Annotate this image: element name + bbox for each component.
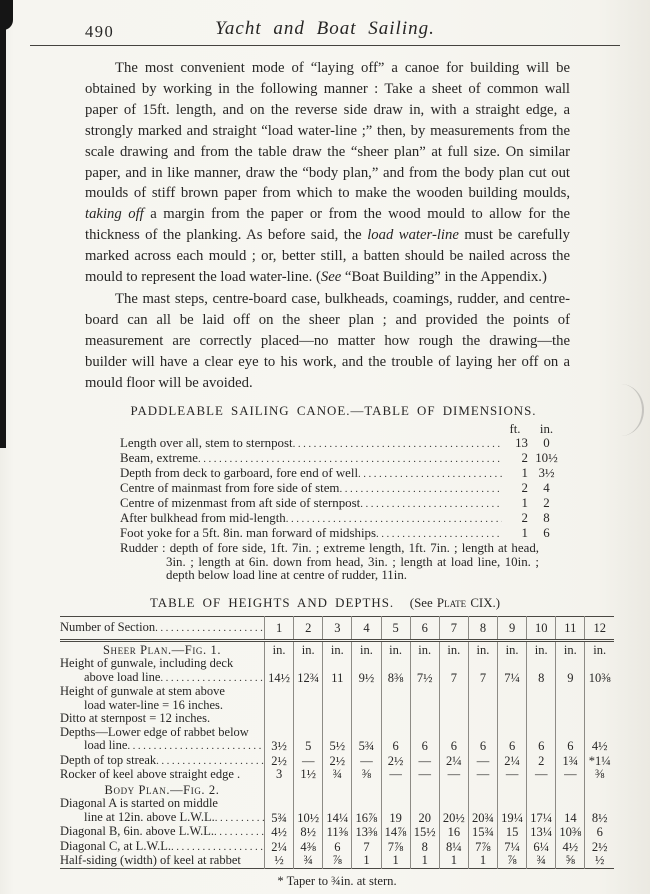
cell-value: 14½ <box>265 657 294 685</box>
cell-value <box>265 782 294 798</box>
cell-value: 4½ <box>585 726 614 754</box>
cell-value: in. <box>352 640 381 657</box>
cell-value: ⅜ <box>352 768 381 782</box>
cell-value: 2½ <box>323 754 352 769</box>
note-suffix: CIX.) <box>466 596 501 611</box>
cell-value <box>556 712 585 726</box>
row-label-line <box>60 657 264 671</box>
section-number-cell: 1 <box>265 617 294 641</box>
table-row <box>60 685 614 712</box>
row-label-line <box>60 854 264 868</box>
text-run: a margin from the paper or from the wood mould to allow for the thickness of the planking. As before said, the <box>85 206 571 244</box>
cell-value: ⅜ <box>585 768 614 782</box>
dimension-row <box>120 437 565 452</box>
cell-value: 14¼ <box>323 797 352 825</box>
cell-value: ¾ <box>323 768 352 782</box>
cell-value: 12¾ <box>294 657 323 685</box>
cell-value <box>381 712 410 726</box>
cell-value: 15½ <box>410 825 439 840</box>
cell-value: in. <box>468 640 497 657</box>
table-row <box>60 640 614 657</box>
cell-value: 19 <box>381 797 410 825</box>
table-row <box>60 854 614 868</box>
heights-table <box>60 616 614 869</box>
heights-table-body <box>60 617 614 869</box>
cell-value <box>352 685 381 712</box>
dim-in-value: 4 <box>543 481 550 496</box>
cell-value: 14⅞ <box>381 825 410 840</box>
cell-value: 7 <box>468 657 497 685</box>
row-label-text: Depths—Lower edge of rabbet below <box>60 724 249 739</box>
cell-value: in. <box>265 640 294 657</box>
heights-title-text: TABLE OF HEIGHTS AND DEPTHS. <box>149 596 395 611</box>
text-run: must be carefully marked across each mould ; or, better still, a batten should be nailed across the mould to represent the load water-line. ( <box>85 227 570 286</box>
dimension-row <box>120 512 565 527</box>
cell-value: 4⅜ <box>294 840 323 855</box>
cell-value <box>294 782 323 798</box>
cell-value: — <box>410 768 439 782</box>
row-label-cell <box>60 726 265 754</box>
table-row <box>60 782 614 798</box>
cell-value: ⅞ <box>323 854 352 868</box>
dot-leader <box>376 527 502 542</box>
dim-ft-value: 1 <box>521 466 528 481</box>
cell-value: 8½ <box>294 825 323 840</box>
ft-column-header: ft. <box>509 422 521 437</box>
table-row <box>60 768 614 782</box>
cell-value <box>468 685 497 712</box>
cell-value: ½ <box>585 854 614 868</box>
scan-corner-artifact <box>0 0 13 30</box>
cell-value: — <box>439 768 468 782</box>
row-label-line <box>60 699 264 713</box>
dot-leader <box>286 512 502 527</box>
dim-ft-value: 2 <box>521 451 528 466</box>
dim-ft-value: 2 <box>521 510 528 525</box>
cell-value: 11⅜ <box>323 825 352 840</box>
section-number-cell: 10 <box>527 617 556 641</box>
cell-value: 5 <box>294 726 323 754</box>
dimension-row <box>120 467 565 482</box>
table-row <box>60 726 614 754</box>
cell-value: ⅝ <box>556 854 585 868</box>
row-label-cell <box>60 657 265 685</box>
cell-value: 15 <box>498 825 527 840</box>
heights-title-note <box>401 596 500 610</box>
cell-value <box>556 782 585 798</box>
row-label-cell <box>60 782 265 798</box>
cell-value: 6 <box>439 726 468 754</box>
italic-phrase: See <box>320 269 342 286</box>
cell-value: 6 <box>381 726 410 754</box>
cell-value: in. <box>294 640 323 657</box>
cell-value: 14 <box>556 797 585 825</box>
cell-value <box>381 685 410 712</box>
table-row <box>60 825 614 840</box>
header-label <box>60 621 264 636</box>
row-label-text: line at 12in. above L.W.L. <box>84 809 215 824</box>
row-label-text: Diagonal C, at L.W.L. <box>60 838 171 853</box>
dim-in-value: 0 <box>543 436 550 451</box>
cell-value: 7¼ <box>498 840 527 855</box>
cell-value: 15¾ <box>468 825 497 840</box>
cell-value: — <box>527 768 556 782</box>
cell-value <box>410 712 439 726</box>
row-label-line <box>60 825 264 840</box>
cell-value: 20½ <box>439 797 468 825</box>
dot-leader <box>360 497 502 512</box>
dot-leader <box>171 840 264 855</box>
row-label-cell <box>60 797 265 825</box>
cell-value <box>352 782 381 798</box>
cell-value: 7⅞ <box>468 840 497 855</box>
cell-value: — <box>410 754 439 769</box>
cell-value: 16⅞ <box>352 797 381 825</box>
cell-value: 2½ <box>381 754 410 769</box>
cell-value: ½ <box>265 854 294 868</box>
cell-value: 16 <box>439 825 468 840</box>
row-label-text: Height of gunwale, including deck <box>60 656 234 671</box>
dim-ft-value: 13 <box>515 436 528 451</box>
section-number-cell: 6 <box>410 617 439 641</box>
cell-value: 13⅜ <box>352 825 381 840</box>
dimensions-title: PADDLEABLE SAILING CANOE.—TABLE OF DIMENSIONS. <box>130 403 537 418</box>
section-number-cell: 12 <box>585 617 614 641</box>
row-label-text: Diagonal B, 6in. above L.W.L. <box>60 824 215 839</box>
cell-value: 2 <box>527 754 556 769</box>
row-label-text: Depth of top streak <box>60 752 157 767</box>
row-label-cell <box>60 685 265 712</box>
dim-label: After bulkhead from mid-length <box>120 510 286 525</box>
cell-value <box>410 782 439 798</box>
dot-leader <box>198 452 502 467</box>
cell-value: 9½ <box>352 657 381 685</box>
section-number-cell: 3 <box>323 617 352 641</box>
cell-value: — <box>468 768 497 782</box>
row-label-text: load water-line = 16 inches. <box>84 697 224 712</box>
cell-value: 8¼ <box>439 840 468 855</box>
section-number-cell: 4 <box>352 617 381 641</box>
body-text <box>85 58 570 394</box>
dim-in-value: 10½ <box>535 451 558 466</box>
cell-value: 6 <box>556 726 585 754</box>
rudder-note: Rudder : depth of fore side, 1ft. 7in. ; extreme length, 1ft. 7in. ; length at head, 3in. ; length at 6in. down from head, 3in. ; length at load line, 10in. ; depth below load line at centre of rudder, 11in. <box>120 540 539 583</box>
row-label-line <box>60 726 264 740</box>
cell-value: 3 <box>265 768 294 782</box>
text-run: The most convenient mode of “laying off” a canoe for building will be obtained by working in the following manner : Take a sheet of common wall paper of 15ft. length, and on the reverse side draw in, with a straight edge, a strongly marked and straight “load water-line ;” then, by measurements from the scale drawing and from the table draw the “sheer plan” at full size. On similar paper, and in like manner, draw the “body plan,” and from the body plan cut out moulds of stiff brown paper from which to make the wooden building moulds, <box>85 60 570 202</box>
dim-in-value: 2 <box>543 495 550 510</box>
cell-value: 6 <box>585 825 614 840</box>
cell-value: 6¼ <box>527 840 556 855</box>
cell-value: 2½ <box>585 840 614 855</box>
cell-value: 8 <box>527 657 556 685</box>
running-title: Yacht and Boat Sailing. <box>215 18 435 39</box>
dot-leader <box>215 811 264 826</box>
cell-value: 6 <box>410 726 439 754</box>
dot-leader <box>156 754 264 769</box>
cell-value: 2¼ <box>439 754 468 769</box>
cell-value: 1½ <box>294 768 323 782</box>
cell-value: *1¼ <box>585 754 614 769</box>
row-label-text: Half-siding (width) of keel at rabbet <box>60 853 241 868</box>
cell-value <box>323 685 352 712</box>
text-run: “Boat Building” in the Appendix.) <box>341 269 547 286</box>
dim-in-value: 3½ <box>538 466 555 481</box>
row-label-line <box>60 739 264 754</box>
cell-value <box>468 712 497 726</box>
dim-ft-value: 2 <box>521 481 528 496</box>
italic-phrase: taking off <box>85 206 144 223</box>
note-prefix: (See <box>409 596 437 611</box>
dimensions-rows <box>120 437 565 541</box>
section-number-cell: 2 <box>294 617 323 641</box>
cell-value: — <box>381 768 410 782</box>
section-number-cell: 11 <box>556 617 585 641</box>
table-row <box>60 797 614 825</box>
cell-value <box>585 782 614 798</box>
cell-value: 20¾ <box>468 797 497 825</box>
cell-value: ⅞ <box>498 854 527 868</box>
cell-value: 8½ <box>585 797 614 825</box>
cell-value: 13¼ <box>527 825 556 840</box>
cell-value: 1 <box>410 854 439 868</box>
cell-value: 17¼ <box>527 797 556 825</box>
cell-value <box>265 685 294 712</box>
cell-value <box>439 685 468 712</box>
row-label-text: Rocker of keel above straight edge . <box>60 767 241 782</box>
row-label-text: Diagonal A is started on middle <box>60 796 218 811</box>
row-label-text: above load line <box>84 669 161 684</box>
cell-value <box>265 712 294 726</box>
cell-value: in. <box>439 640 468 657</box>
heights-title <box>0 596 650 611</box>
cell-value: 2¼ <box>265 840 294 855</box>
cell-value <box>381 782 410 798</box>
row-label-cell <box>60 825 265 840</box>
row-label-line <box>60 811 264 826</box>
row-label-cell <box>60 854 265 868</box>
note-plate: Plate <box>436 596 467 611</box>
cell-value: 2¼ <box>498 754 527 769</box>
cell-value: 5¾ <box>265 797 294 825</box>
cell-value: 1 <box>439 854 468 868</box>
cell-value: 10½ <box>294 797 323 825</box>
cell-value: — <box>294 754 323 769</box>
row-label-cell <box>60 640 265 657</box>
table-row <box>60 657 614 685</box>
row-label-text: Height of gunwale at stem above <box>60 684 225 699</box>
scan-edge-artifact <box>0 0 6 448</box>
cell-value <box>556 685 585 712</box>
header-label-cell <box>60 617 265 641</box>
cell-value: 7½ <box>410 657 439 685</box>
dim-label: Foot yoke for a 5ft. 8in. man forward of midships <box>120 525 376 540</box>
page-number: 490 <box>85 22 115 41</box>
row-label-line <box>60 671 264 686</box>
page-header <box>30 18 620 46</box>
cell-value: 11 <box>323 657 352 685</box>
cell-value: — <box>498 768 527 782</box>
row-label-text: Ditto at sternpost = 12 inches. <box>60 711 211 726</box>
header-label-text: Number of Section <box>60 620 156 635</box>
cell-value <box>294 685 323 712</box>
cell-value: 7¼ <box>498 657 527 685</box>
dimension-row <box>120 527 565 542</box>
dot-leader <box>358 467 502 482</box>
dimensions-column-headers <box>120 423 565 437</box>
cell-value <box>439 712 468 726</box>
cell-value <box>585 712 614 726</box>
cell-value: 5¾ <box>352 726 381 754</box>
cell-value: 8 <box>410 840 439 855</box>
dim-label: Depth from deck to garboard, fore end of well <box>120 466 359 481</box>
dim-label: Beam, extreme <box>120 451 199 466</box>
cell-value: in. <box>381 640 410 657</box>
cell-value: in. <box>410 640 439 657</box>
section-number-cell: 5 <box>381 617 410 641</box>
cell-value: 1 <box>381 854 410 868</box>
table-footnote: * Taper to ¾in. at stern. <box>277 873 397 888</box>
cell-value: 4½ <box>556 840 585 855</box>
dot-leader <box>160 671 264 686</box>
cell-value <box>352 712 381 726</box>
section-number-cell: 8 <box>468 617 497 641</box>
cell-value: — <box>352 754 381 769</box>
table-header-row <box>60 617 614 641</box>
header-rule <box>30 45 620 46</box>
cell-value <box>527 685 556 712</box>
table-row <box>60 754 614 769</box>
cell-value <box>323 712 352 726</box>
cell-value <box>294 712 323 726</box>
cell-value: 9 <box>556 657 585 685</box>
cell-value: 1 <box>468 854 497 868</box>
dimensions-section <box>120 405 565 584</box>
cell-value: 4½ <box>265 825 294 840</box>
cell-value: — <box>556 768 585 782</box>
dim-ft-value: 1 <box>521 495 528 510</box>
row-label-line <box>60 797 264 811</box>
cell-value: 10⅜ <box>556 825 585 840</box>
row-label-line <box>60 840 264 855</box>
cell-value <box>498 782 527 798</box>
table-row <box>60 840 614 855</box>
cell-value <box>439 782 468 798</box>
cell-value <box>527 712 556 726</box>
dim-in-value: 6 <box>543 525 550 540</box>
dim-label: Centre of mainmast from fore side of stem <box>120 481 340 496</box>
section-number-cell: 7 <box>439 617 468 641</box>
dim-label: Length over all, stem to sternpost <box>120 436 293 451</box>
cell-value <box>527 782 556 798</box>
cell-value: — <box>468 754 497 769</box>
cell-value: in. <box>323 640 352 657</box>
cell-value <box>410 685 439 712</box>
cell-value: 3½ <box>265 726 294 754</box>
cell-value: 8⅜ <box>381 657 410 685</box>
row-label-text: load line <box>84 738 128 753</box>
cell-value: 2½ <box>265 754 294 769</box>
row-label-line <box>60 712 264 726</box>
section-heading: Body Plan.—Fig. 2. <box>104 782 220 797</box>
italic-phrase: load water-line <box>367 227 459 244</box>
cell-value <box>468 782 497 798</box>
row-label-line <box>60 754 264 769</box>
row-label-cell <box>60 768 265 782</box>
dot-leader <box>155 621 264 636</box>
cell-value: 20 <box>410 797 439 825</box>
dot-leader <box>293 437 502 452</box>
dot-leader <box>127 739 264 754</box>
scan-arc-artifact <box>598 384 644 436</box>
dimension-row <box>120 482 565 497</box>
cell-value: 6 <box>498 726 527 754</box>
cell-value: 5½ <box>323 726 352 754</box>
row-label-line <box>60 685 264 699</box>
cell-value: 7⅞ <box>381 840 410 855</box>
dot-leader <box>214 825 264 840</box>
dim-in-value: 8 <box>543 510 550 525</box>
cell-value: ¾ <box>527 854 556 868</box>
section-number-cell: 9 <box>498 617 527 641</box>
in-column-header: in. <box>539 422 554 437</box>
row-label-cell <box>60 754 265 769</box>
cell-value: in. <box>556 640 585 657</box>
dimension-row <box>120 452 565 467</box>
cell-value: ¾ <box>294 854 323 868</box>
row-label-cell <box>60 712 265 726</box>
cell-value: 6 <box>468 726 497 754</box>
dim-ft-value: 1 <box>521 525 528 540</box>
cell-value: 6 <box>527 726 556 754</box>
table-row <box>60 712 614 726</box>
row-label-cell <box>60 840 265 855</box>
cell-value: 1 <box>352 854 381 868</box>
cell-value: 7 <box>352 840 381 855</box>
row-label-line <box>60 768 264 782</box>
cell-value: 6 <box>323 840 352 855</box>
cell-value: 10⅜ <box>585 657 614 685</box>
cell-value <box>498 712 527 726</box>
paragraph-2: The mast steps, centre-board case, bulkheads, coamings, rudder, and centre-board can all be laid off on the sheer plan ; and provided the points of measurement are correctly placed—no matter how rough the drawing—the builder will have a clear eye to his work, and the trouble of laying her off on a mould floor will be avoided. <box>85 290 570 391</box>
dimension-row <box>120 497 565 512</box>
cell-value: 1¾ <box>556 754 585 769</box>
paragraph-1 <box>85 58 570 288</box>
cell-value <box>585 685 614 712</box>
cell-value <box>323 782 352 798</box>
cell-value: in. <box>585 640 614 657</box>
cell-value: in. <box>498 640 527 657</box>
section-heading: Sheer Plan.—Fig. 1. <box>102 642 222 657</box>
cell-value <box>498 685 527 712</box>
cell-value: 7 <box>439 657 468 685</box>
cell-value: 19¼ <box>498 797 527 825</box>
dot-leader <box>339 482 502 497</box>
cell-value: in. <box>527 640 556 657</box>
dim-label: Centre of mizenmast from aft side of sternpost <box>120 495 361 510</box>
